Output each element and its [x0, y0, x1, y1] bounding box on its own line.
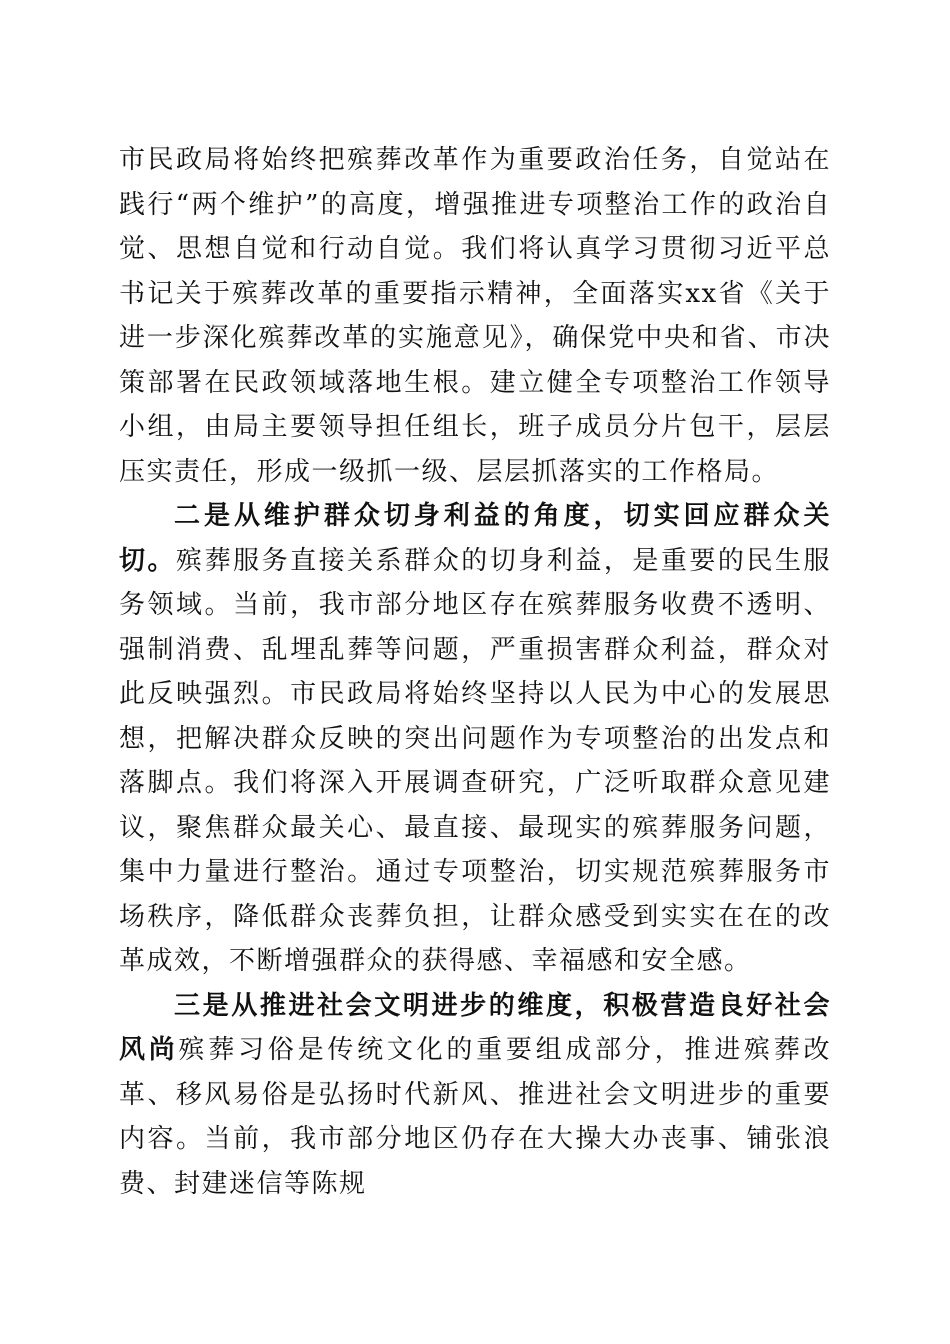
paragraph-1-body: 市民政局将始终把殡葬改革作为重要政治任务，自觉站在践行“两个维护”的高度，增强推进专项整治工作的政治自觉、思想自觉和行动自觉。我们将认真学习贯彻习近平总书记关于殡葬改革的重要指示精神，全面落实xx省《关于进一步深化殡葬改革的实施意见》，确保党中央和省、市决策部署在民政领域落地生根。建立健全专项整治工作领导小组，由局主要领导担任组长，班子成员分片包干，层层压实责任，形成一级抓一级、层层抓落实的工作格局。	[119, 145, 831, 487]
paragraph-3	[119, 984, 831, 1207]
document-page	[119, 138, 831, 1206]
paragraph-1	[119, 138, 831, 494]
paragraph-3-lead: 三是从推进社会文明进步的维度，积极营造良好社会风尚	[119, 990, 831, 1065]
paragraph-3-body: 殡葬习俗是传统文化的重要组成部分，推进殡葬改革、移风易俗是弘扬时代新风、推进社会文明进步的重要内容。当前，我市部分地区仍存在大操大办丧事、铺张浪费、封建迷信等陈规	[119, 1035, 831, 1199]
paragraph-2-body: 殡葬服务直接关系群众的切身利益，是重要的民生服务领域。当前，我市部分地区存在殡葬服务收费不透明、强制消费、乱埋乱葬等问题，严重损害群众利益，群众对此反映强烈。市民政局将始终坚持以人民为中心的发展思想，把解决群众反映的突出问题作为专项整治的出发点和落脚点。我们将深入开展调查研究，广泛听取群众意见建议，聚焦群众最关心、最直接、最现实的殡葬服务问题，集中力量进行整治。通过专项整治，切实规范殡葬服务市场秩序，降低群众丧葬负担，让群众感受到实实在在的改革成效，不断增强群众的获得感、幸福感和安全感。	[119, 545, 831, 976]
paragraph-2-lead: 二是从维护群众切身利益的角度，切实回应群众关切。	[119, 501, 831, 576]
paragraph-2	[119, 494, 831, 984]
